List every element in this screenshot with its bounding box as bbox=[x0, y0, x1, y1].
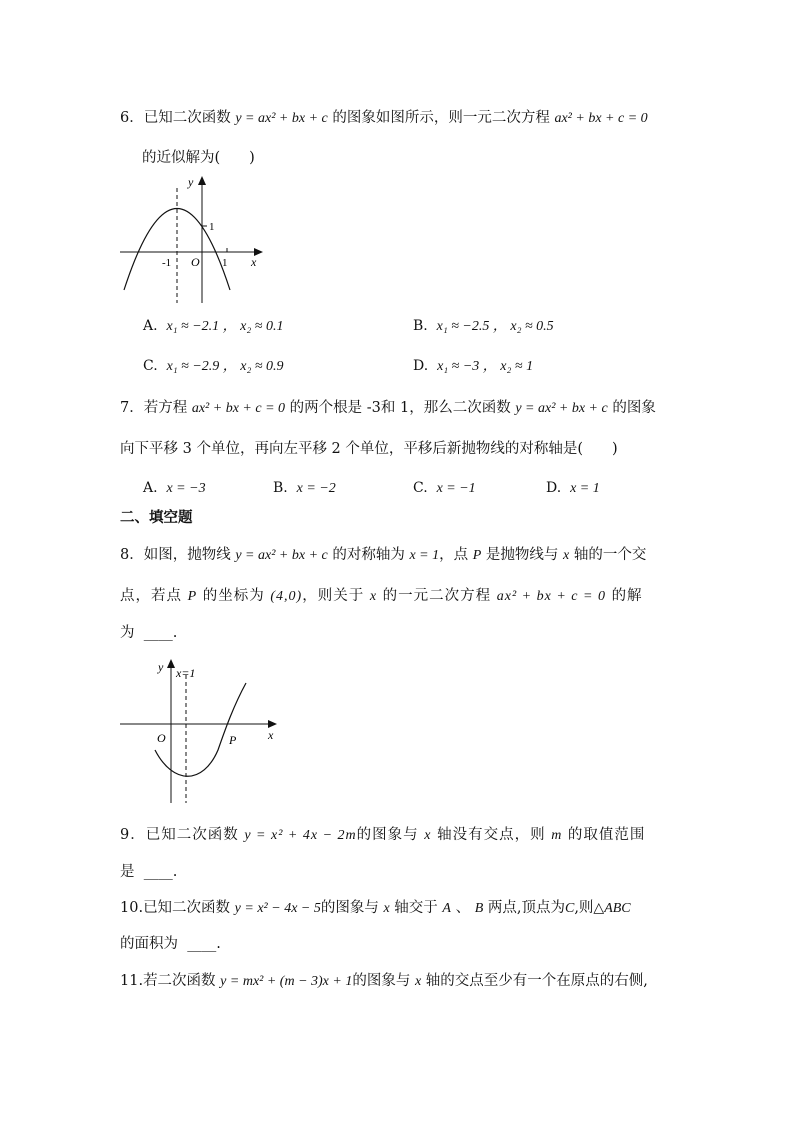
q8-text: 的一元二次方程 bbox=[382, 588, 492, 604]
q8-axis: x = 1 bbox=[409, 548, 440, 563]
q7-option-a-value: x = −3 bbox=[166, 481, 206, 496]
q10-text: ,则 bbox=[574, 900, 594, 916]
q6-function: y = ax² + bx + c bbox=[235, 111, 328, 126]
q6-y-label: y bbox=[188, 175, 194, 189]
q8-blank[interactable]: ____. bbox=[143, 625, 178, 641]
q8-x-var: x bbox=[369, 589, 378, 604]
q6-tick-neg1-label: -1 bbox=[162, 257, 172, 269]
q6-line2 bbox=[142, 148, 255, 168]
q10-text: 两点,顶点为 bbox=[487, 900, 565, 916]
q7-option-a-label: A. bbox=[143, 480, 158, 496]
q9-line2 bbox=[120, 862, 177, 882]
q9-text: 已知二次函数 bbox=[145, 827, 239, 843]
q9-line1 bbox=[120, 825, 645, 846]
q8-y-label: y bbox=[158, 660, 164, 674]
q7-text: 的图象 bbox=[612, 400, 656, 416]
q6-equation: ax² + bx + c = 0 bbox=[554, 111, 648, 126]
q8-equation: ax² + bx + c = 0 bbox=[496, 589, 606, 604]
q10-text: 轴交于 bbox=[394, 900, 438, 916]
q6-option-b[interactable] bbox=[413, 316, 554, 337]
q8-line1 bbox=[120, 545, 646, 566]
q7-text: 的两个根是 -3和 1，那么二次函数 bbox=[289, 400, 511, 416]
q7-option-d-value: x = 1 bbox=[570, 481, 600, 496]
q10-text: 已知二次函数 bbox=[143, 900, 231, 916]
q10-text: 的图象与 bbox=[320, 900, 379, 916]
q6-option-c-label: C. bbox=[143, 358, 158, 374]
q10-blank[interactable]: ____. bbox=[187, 936, 221, 952]
q7-number: 7． bbox=[120, 400, 144, 416]
q8-text: 如图，抛物线 bbox=[143, 547, 231, 563]
q10-text: 的面积为 bbox=[120, 936, 178, 952]
q11-line1 bbox=[120, 971, 648, 992]
q6-option-c[interactable] bbox=[143, 356, 284, 377]
q8-text: 的对称轴为 bbox=[332, 547, 405, 563]
q6-line1 bbox=[120, 108, 648, 129]
q8-text: 是抛物线与 bbox=[485, 547, 559, 563]
q9-text: 的取值范围 bbox=[567, 827, 646, 843]
q8-text: 为 bbox=[120, 625, 135, 641]
q6-tick-x1-label: 1 bbox=[222, 257, 228, 269]
q8-axis-label: x=1 bbox=[176, 666, 196, 680]
q10-function: y = x² − 4x − 5 bbox=[234, 901, 321, 916]
q8-text: 点，若点 bbox=[120, 588, 182, 604]
q6-text: 已知二次函数 bbox=[143, 110, 231, 126]
q8-text: 的解 bbox=[611, 588, 643, 604]
q6-tick-y1-label: 1 bbox=[209, 221, 215, 233]
q8-point-p: P bbox=[187, 589, 198, 604]
q8-line3 bbox=[120, 623, 177, 643]
q6-y-arrow bbox=[198, 176, 206, 185]
q9-number: 9． bbox=[120, 827, 146, 843]
q8-y-arrow bbox=[167, 659, 175, 668]
q7-option-a[interactable] bbox=[143, 478, 206, 499]
q10-text: 、 bbox=[455, 900, 471, 916]
q11-number: 11. bbox=[120, 973, 144, 989]
q7-option-c-value: x = −1 bbox=[436, 481, 476, 496]
q9-x-var: x bbox=[424, 828, 432, 843]
q7-option-b-label: B. bbox=[273, 480, 288, 496]
q8-x-var: x bbox=[563, 548, 570, 563]
q8-origin-label: O bbox=[157, 731, 166, 745]
q6-option-a-label: A. bbox=[143, 318, 158, 334]
q8-p-label: P bbox=[229, 733, 237, 747]
q7-option-b-value: x = −2 bbox=[296, 481, 336, 496]
q8-x-label: x bbox=[268, 728, 274, 742]
q8-parabola-graph bbox=[118, 655, 283, 807]
q9-function: y = x² + 4x − 2m bbox=[244, 828, 357, 843]
q6-option-d-label: D. bbox=[413, 358, 429, 374]
q8-parabola bbox=[155, 683, 246, 776]
q8-text: ，点 bbox=[439, 547, 469, 563]
q8-number: 8． bbox=[120, 547, 144, 563]
q9-m-var: m bbox=[551, 828, 563, 843]
q10-line1 bbox=[120, 898, 631, 919]
q11-text: 的图象与 bbox=[352, 973, 411, 989]
q6-option-b-value: x₁ ≈ −2.5 ， x₂ ≈ 0.5 bbox=[436, 319, 554, 334]
q6-option-a[interactable] bbox=[143, 316, 283, 337]
q8-coord: (4,0) bbox=[270, 589, 303, 604]
q6-option-a-value: x₁ ≈ −2.1 ， x₂ ≈ 0.1 bbox=[166, 319, 284, 334]
q10-triangle: △ABC bbox=[593, 901, 631, 916]
q6-origin-label: O bbox=[191, 255, 200, 269]
q6-text: 的近似解为( ) bbox=[142, 150, 255, 166]
q7-function: y = ax² + bx + c bbox=[515, 401, 608, 416]
q6-number: 6． bbox=[120, 110, 144, 126]
q6-option-b-label: B. bbox=[413, 318, 428, 334]
q7-option-d-label: D. bbox=[546, 480, 562, 496]
q11-x-var: x bbox=[414, 974, 422, 989]
q7-option-b[interactable] bbox=[273, 478, 336, 499]
q10-point-c: C bbox=[564, 901, 575, 916]
q10-point-a: A bbox=[442, 901, 451, 916]
q7-line2 bbox=[120, 439, 618, 459]
q9-blank[interactable]: ____. bbox=[143, 864, 178, 880]
q7-line1 bbox=[120, 398, 656, 419]
q6-option-d[interactable] bbox=[413, 356, 533, 377]
q7-equation: ax² + bx + c = 0 bbox=[191, 401, 286, 416]
q8-function: y = ax² + bx + c bbox=[235, 548, 328, 563]
q10-point-b: B bbox=[474, 901, 484, 916]
q9-text: 轴没有交点，则 bbox=[437, 827, 546, 843]
q10-number: 10. bbox=[120, 900, 144, 916]
q6-parabola-graph bbox=[118, 172, 268, 306]
q8-text: 的坐标为 bbox=[202, 588, 265, 604]
q7-option-c[interactable] bbox=[413, 478, 476, 499]
q8-x-arrow bbox=[268, 720, 277, 728]
q10-x-var: x bbox=[383, 901, 390, 916]
section-heading: 二、填空题 bbox=[120, 509, 193, 526]
q7-option-d[interactable] bbox=[546, 478, 600, 499]
q7-text: 向下平移 3 个单位，再向左平移 2 个单位，平移后新抛物线的对称轴是( ) bbox=[120, 441, 618, 457]
q10-line2 bbox=[120, 934, 221, 954]
q8-text: ，则关于 bbox=[302, 588, 365, 604]
q11-text: 轴的交点至少有一个在原点的右侧, bbox=[425, 973, 648, 989]
q8-text: 轴的一个交 bbox=[573, 547, 647, 563]
q7-option-c-label: C. bbox=[413, 480, 428, 496]
q6-x-label: x bbox=[251, 255, 257, 269]
q6-option-d-value: x₁ ≈ −3 ， x₂ ≈ 1 bbox=[437, 359, 534, 374]
q9-text: 的图象与 bbox=[356, 827, 419, 843]
q7-text: 若方程 bbox=[143, 400, 188, 416]
q6-text: 的图象如图所示，则一元二次方程 bbox=[332, 110, 550, 126]
q8-line2 bbox=[120, 586, 643, 607]
q6-option-c-value: x₁ ≈ −2.9 ， x₂ ≈ 0.9 bbox=[166, 359, 284, 374]
q9-text: 是 bbox=[120, 864, 135, 880]
q8-point-p: P bbox=[472, 548, 482, 563]
q11-text: 若二次函数 bbox=[143, 973, 216, 989]
q11-function: y = mx² + (m − 3)x + 1 bbox=[220, 974, 353, 989]
